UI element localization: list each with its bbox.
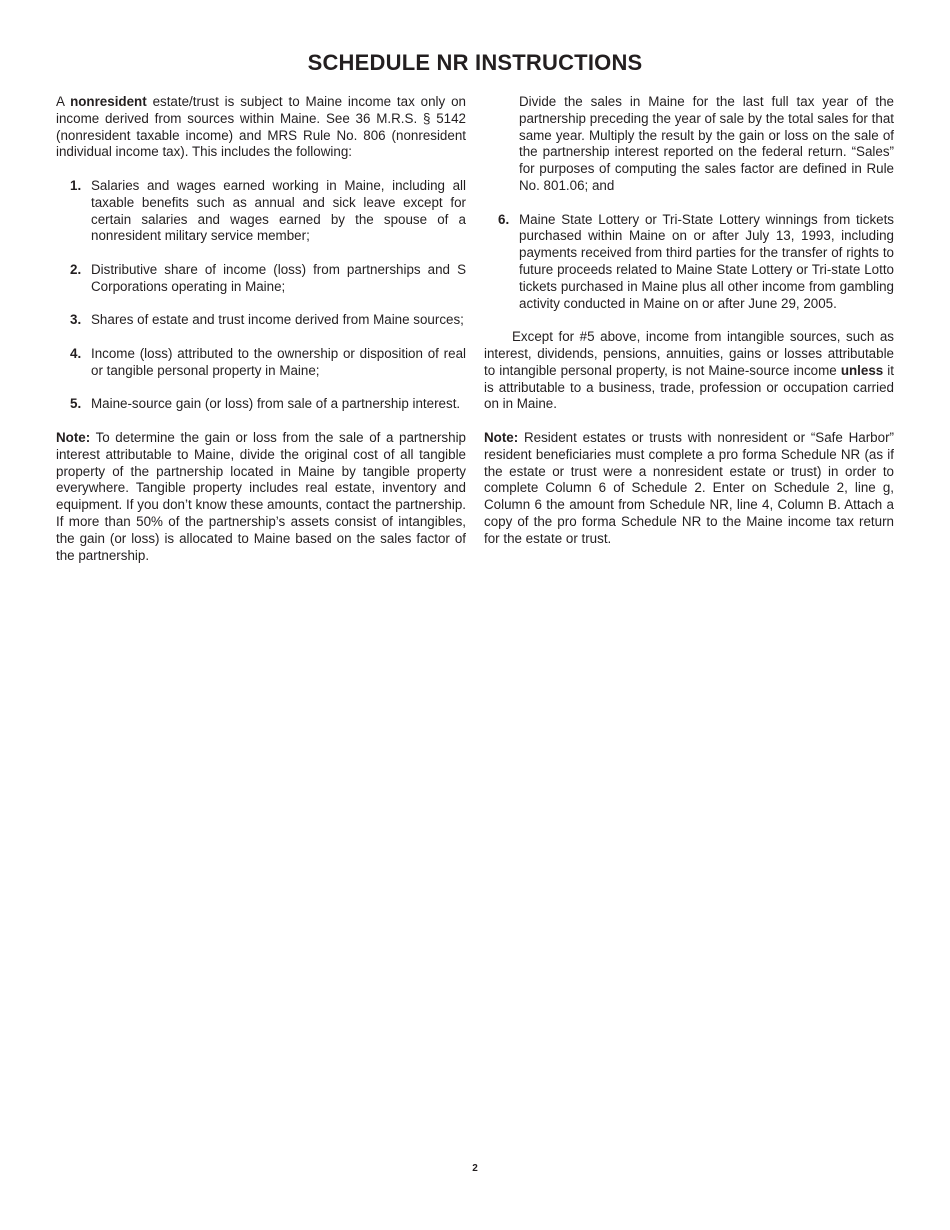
- list-item-text: Distributive share of income (loss) from partnerships and S Corporations operating in Maine;: [91, 261, 466, 294]
- intro-bold-term: nonresident: [70, 94, 147, 109]
- list-item-5-continued: Divide the sales in Maine for the last full tax year of the partnership preceding the year of sale by the total sales for that same year. Multiply the result by the gain or loss on the sale of the partnership interest reported on the federal return. “Sales” for purposes of computing the sales factor are defined in Rule No. 801.06; and: [519, 94, 894, 193]
- page-number: 2: [472, 1163, 478, 1174]
- list-item-text: Maine State Lottery or Tri-State Lottery winnings from tickets purchased within Maine on or after July 13, 1993, including payments received from third parties for the transfer of rights to future proceeds related to Maine State Lottery or Tri-state Lotto tickets purchased in Maine plus all other income from gambling activity conducted in Maine on or after June 29, 2005.: [519, 211, 894, 311]
- intro-prefix: A: [56, 94, 71, 109]
- list-item-text: Income (loss) attributed to the ownership or disposition of real or tangible personal property in Maine;: [91, 345, 466, 378]
- list-item-number: 3.: [70, 312, 82, 328]
- list-item-number: 6.: [498, 211, 510, 227]
- list-item-3: [56, 312, 466, 329]
- list-item-number: 5.: [70, 396, 82, 412]
- list-item-2: [56, 262, 466, 296]
- except-text-after: it is attributable to a business, trade, profession or occupation carried on in Maine.: [484, 362, 894, 412]
- page-title: SCHEDULE NR INSTRUCTIONS: [307, 50, 643, 75]
- intangible-income-paragraph: [484, 329, 894, 413]
- right-column: [484, 94, 894, 548]
- intro-paragraph: [56, 94, 466, 161]
- list-item-6: [484, 212, 894, 313]
- note-partnership: [56, 430, 466, 564]
- list-item-5: [56, 396, 466, 413]
- list-item-1: [56, 178, 466, 245]
- list-item-4: [56, 346, 466, 380]
- list-item-number: 1.: [70, 177, 82, 193]
- note-resident-estates: [484, 430, 894, 548]
- note-label: Note:: [484, 429, 519, 445]
- except-bold-term: unless: [840, 362, 884, 378]
- list-item-text: Shares of estate and trust income derived from Maine sources;: [91, 312, 464, 328]
- note-text: To determine the gain or loss from the sale of a partnership interest attributable to Maine, divide the original cost of all tangible property of the partnership located in Maine by tangible property everywhere. Tangible property includes real estate, inventory and equipment. If you don’t know these amounts, contact the partnership. If more than 50% of the partnership’s assets consist of intangibles, the gain (or loss) is allocated to Maine based on the sales factor of the partnership.: [56, 429, 466, 563]
- intro-text: estate/trust is subject to Maine income tax only on income derived from sources within Maine. See 36 M.R.S. § 5142 (nonresident taxable income) and MRS Rule No. 806 (nonresident individual income tax). This includes the following:: [56, 94, 466, 160]
- note-text: Resident estates or trusts with nonresident or “Safe Harbor” resident beneficiaries must complete a pro forma Schedule NR (as if the estate or trust were a nonresident estate or trust) in order to complete Column 6 of Schedule 2. Enter on Schedule 2, line g, Column 6 the amount from Schedule NR, line 4, Column B. Attach a copy of the pro forma Schedule NR to the Maine income tax return for the estate or trust.: [484, 429, 894, 546]
- list-item-number: 4.: [70, 345, 82, 361]
- list-item-number: 2.: [70, 261, 82, 277]
- list-item-text: Maine-source gain (or loss) from sale of a partnership interest.: [91, 396, 461, 412]
- left-column: [56, 94, 466, 564]
- note-label: Note:: [56, 429, 91, 445]
- list-item-text: Salaries and wages earned working in Maine, including all taxable benefits such as annual and sick leave except for certain salaries and wages earned by the spouse of a nonresident military service member;: [91, 177, 466, 244]
- except-text-before: Except for #5 above, income from intangible sources, such as interest, dividends, pensions, annuities, gains or losses attributable to intangible personal property, is not Maine-source income: [484, 329, 894, 378]
